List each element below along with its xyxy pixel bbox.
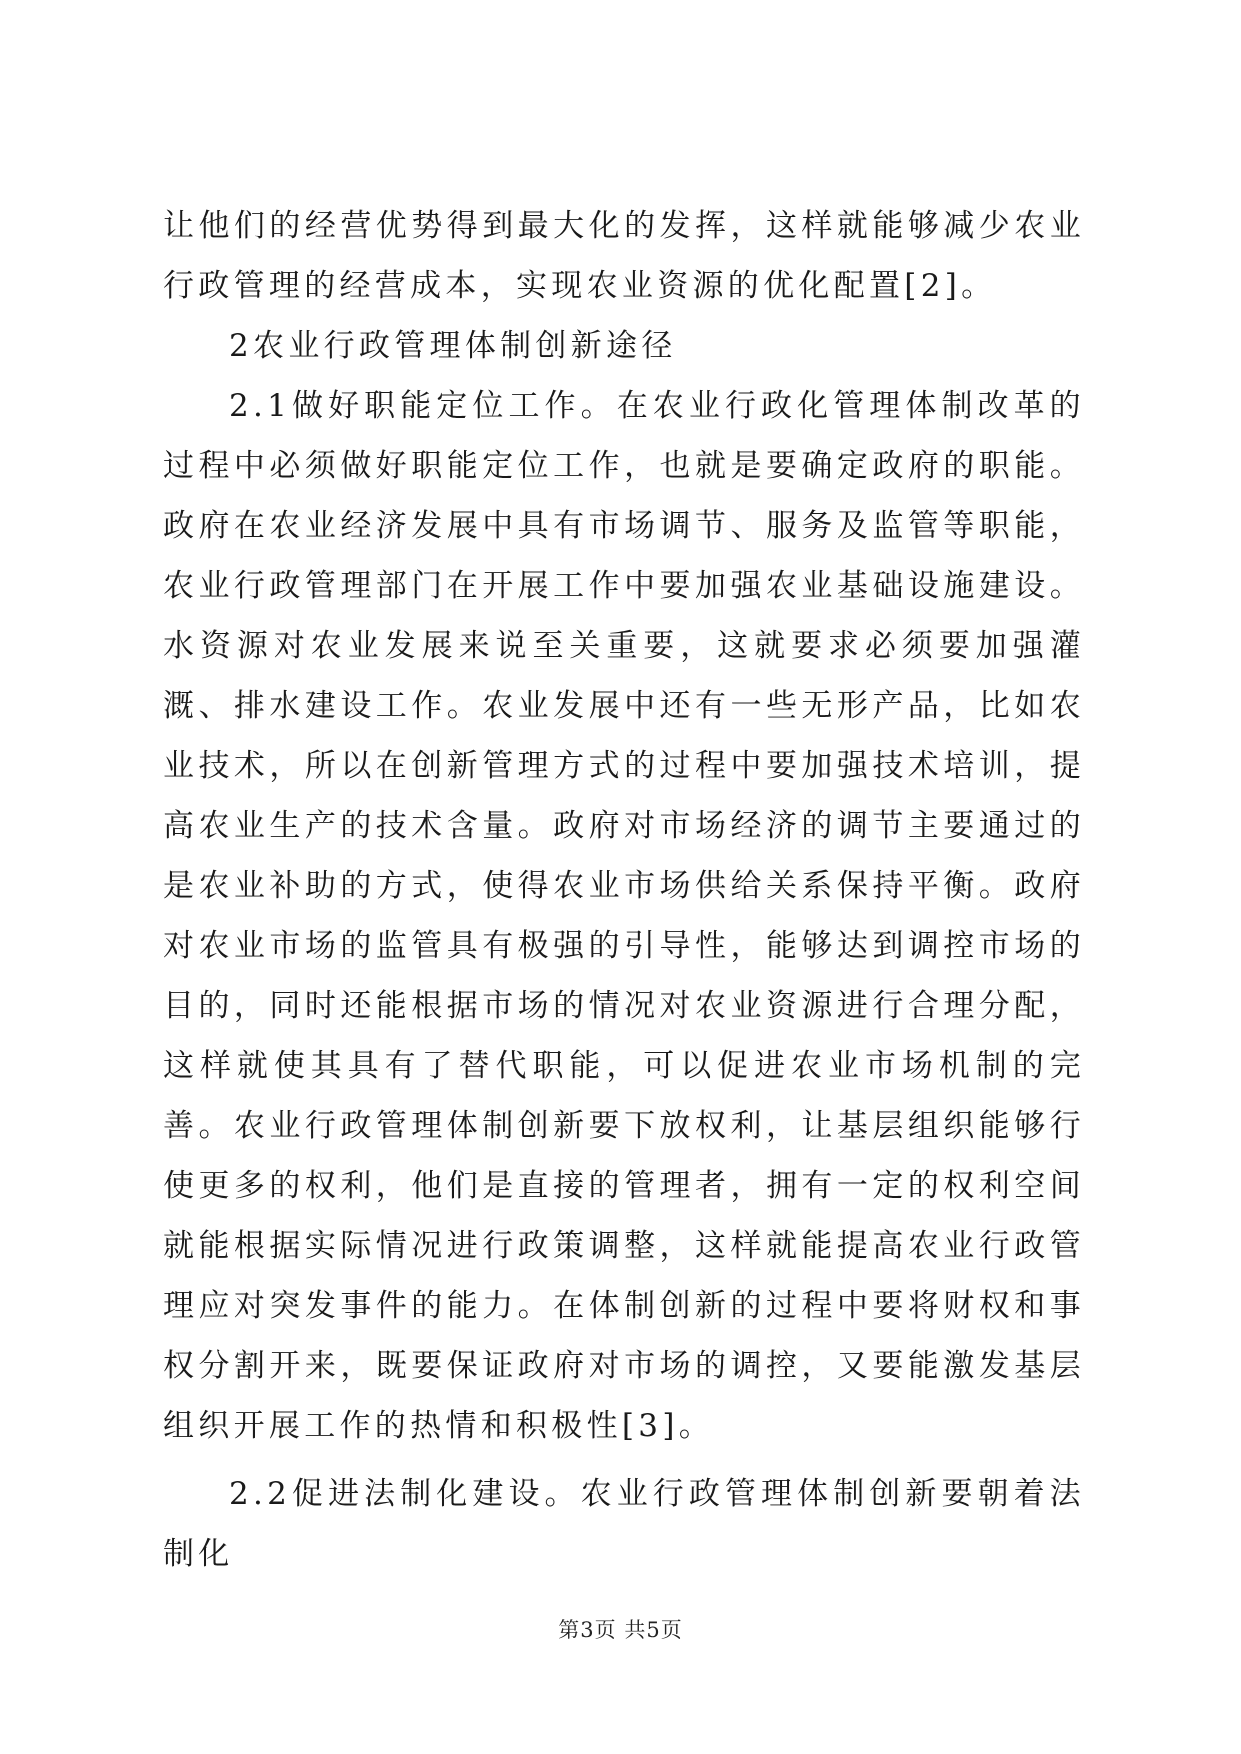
section-2-2-paragraph: 2.2促进法制化建设。农业行政管理体制创新要朝着法制化 — [163, 1476, 1085, 1572]
document-body — [163, 196, 1085, 1584]
section-heading: 2农业行政管理体制创新途径 — [229, 328, 677, 364]
section-2-1-paragraph: 2.1做好职能定位工作。在农业行政化管理体制改革的过程中必须做好职能定位工作，也就是要确定政府的职能。政府在农业经济发展中具有市场调节、服务及监管等职能，农业行政管理部门在开展工作中要加强农业基础设施建设。水资源对农业发展来说至关重要，这就要求必须要加强灌溉、排水建设工作。农业发展中还有一些无形产品，比如农业技术，所以在创新管理方式的过程中要加强技术培训，提高农业生产的技术含量。政府对市场经济的调节主要通过的是农业补助的方式，使得农业市场供给关系保持平衡。政府对农业市场的监管具有极强的引导性，能够达到调控市场的目的，同时还能根据市场的情况对农业资源进行合理分配，这样就使其具有了替代职能，可以促进农业市场机制的完善。农业行政管理体制创新要下放权利，让基层组织能够行使更多的权利，他们是直接的管理者，拥有一定的权利空间就能根据实际情况进行政策调整，这样就能提高农业行政管理应对突发事件的能力。在体制创新的过程中要将财权和事权分割开来，既要保证政府对市场的调控，又要能激发基层组织开展工作的热情和积极性[3]。 — [163, 388, 1085, 1444]
page-number-footer: 第3页 共5页 — [558, 1618, 683, 1642]
continuation-paragraph: 让他们的经营优势得到最大化的发挥，这样就能够减少农业行政管理的经营成本，实现农业资源的优化配置[2]。 — [163, 208, 1085, 304]
